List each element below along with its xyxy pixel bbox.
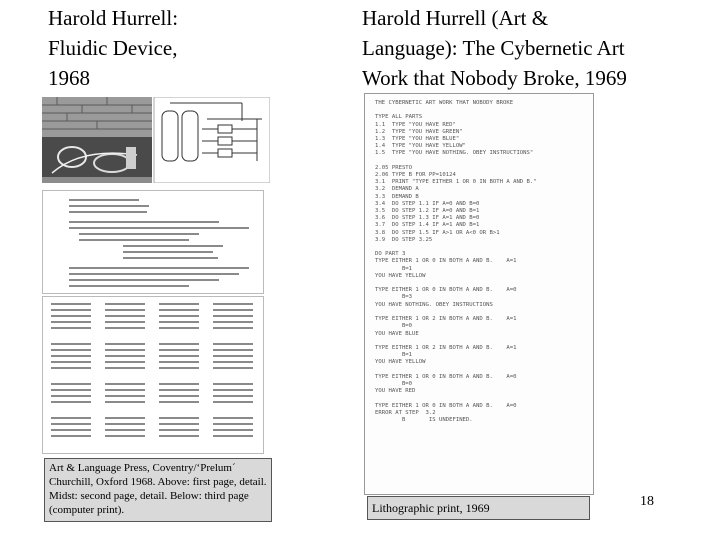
- program-listing: THE CYBERNETIC ART WORK THAT NOBODY BROKE TYPE ALL PARTS 1.1 TYPE "YOU HAVE RED" 1.2 TYPE "YOU HAVE GREEN" 1.3 TYPE "YOU HAVE BLUE" 1.4 TYPE "YOU HAVE YELLOW" 1.5 TYPE "YOU HAVE NOTHING. OBEY INSTRUCTIONS" 2.05 PRESTO 2.06 TYPE B FOR PP=10124 3.1 PRINT "TYPE EITHER 1 OR 0 IN BOTH A AND B." 3.2 DEMAND A 3.3 DEMAND B 3.4 DO STEP 1.1 IF A=0 AND B=0 3.5 DO STEP 1.2 IF A=0 AND B=1 3.6 DO STEP 1.3 IF A=1 AND B=0 3.7 DO STEP 1.4 IF A=1 AND B=1 3.8 DO STEP 1.5 IF A>1 OR A<0 OR B>1 3.9 DO STEP 3.25 DO PART 3 TYPE EITHER 1 OR 0 IN BOTH A AND B. A=1 B=1 YOU HAVE YELLOW TYPE EITHER 1 OR 0 IN BOTH A AND B. A=0 B=3 YOU HAVE NOTHING. OBEY INSTRUCTIONS TYPE EITHER 1 OR 2 IN BOTH A AND B. A=1 B=0 YOU HAVE BLUE TYPE EITHER 1 OR 2 IN BOTH A AND B. A=1 B=1 YOU HAVE YELLOW TYPE EITHER 1 OR 0 IN BOTH A AND B. A=0 B=0 YOU HAVE RED TYPE EITHER 1 OR 0 IN BOTH A AND B. A=0 ERROR AT STEP 3.2 B IS UNDEFINED.: [375, 100, 537, 423]
- second-page-detail: [42, 190, 264, 294]
- lithographic-print: [364, 93, 594, 495]
- title-cybernetic-art-work: Harold Hurrell (Art & Language): The Cybernetic Art Work that Nobody Broke, 1969: [362, 6, 627, 90]
- slide-number: 18: [640, 494, 654, 509]
- computer-print-grid: [43, 297, 263, 453]
- fluidic-device-image: [42, 97, 270, 183]
- fluidic-device-photo: [42, 97, 270, 183]
- title-fluidic-device: Harold Hurrell: Fluidic Device, 1968: [48, 6, 179, 90]
- caption-lithographic-print: Lithographic print, 1969: [367, 496, 590, 520]
- caption-press-details: Art & Language Press, Coventry/‘Prelum´ Churchill, Oxford 1968. Above: first page, detail. Midst: second page, detail. Below: third page (computer print).: [44, 458, 272, 522]
- third-page-computer-print: [42, 296, 264, 454]
